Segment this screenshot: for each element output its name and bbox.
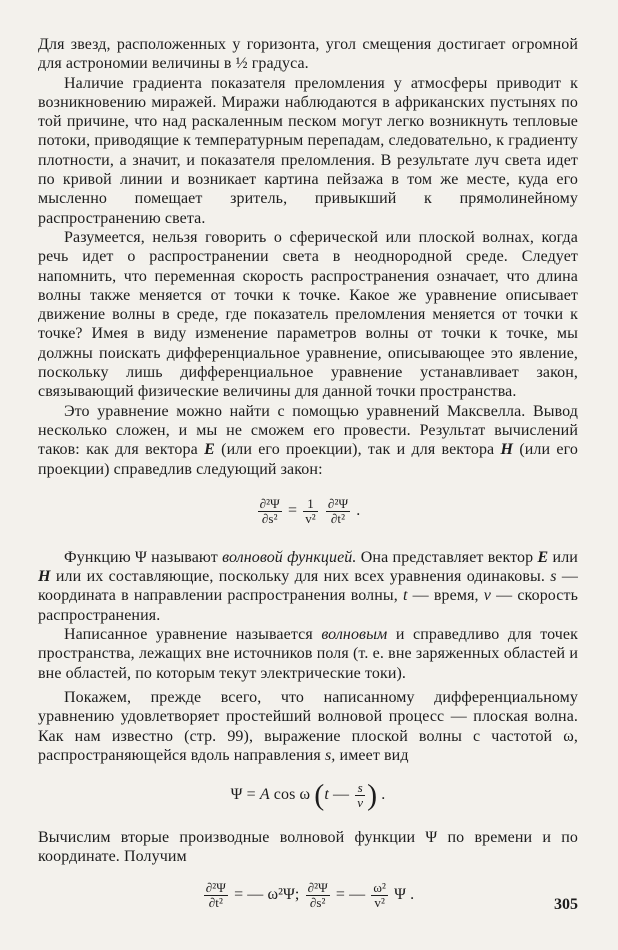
vector-h-2: H — [38, 568, 51, 586]
eq3-a-rhs: = — ω²Ψ; — [234, 885, 300, 903]
paragraph-3: Разумеется, нельзя говорить о сферической или плоской волнах, когда речь идет о распространении света в неоднородной среде. Следует напомнить, что переменная скорость распространения означает, что длина волны также меняется от точки к точке. Какое же уравнение описывает движение волны в среде, где показатель преломления меняется от точки к точке? Имея в виду изменение параметров волны от точки к точке, мы должны поискать дифференциальное уравнение, описывающее это явление, поскольку лишь дифференциальное уравнение устанавливает закон, связывающий физические величины для данной точки пространства. — [38, 228, 578, 401]
paragraph-7 — [38, 688, 578, 765]
vector-e: E — [204, 441, 215, 459]
paragraph-5 — [38, 548, 578, 625]
p6-text-a: Написанное уравнение называется — [64, 626, 313, 644]
eq2-lhs: Ψ = — [230, 786, 260, 804]
symbol-s: s — [550, 568, 557, 586]
body-text — [38, 35, 578, 910]
eq2-minus: — — [328, 786, 354, 804]
p5-text-g: — скорость распространения. — [38, 587, 578, 624]
vector-h: H — [500, 441, 514, 459]
wave-equation — [38, 497, 578, 526]
p4-text-a: Это уравнение можно найти с помощью уравнений Максвелла. Вывод несколько сложен, и мы не сможем его провести. Результат вычислений таков: как для вектора — [38, 402, 578, 459]
paragraph-1: Для звезд, расположенных у горизонта, угол смещения достигает огромной для астрономии величины в ½ градуса. — [38, 36, 578, 73]
eq3-b-fraction: $\frac{\text{∂²Ψ}}{\text{∂s²}}$ — [307, 879, 328, 910]
term-wave-equation: волновым — [321, 626, 388, 644]
symbol-v: v — [483, 587, 491, 605]
eq2-open-paren: ( — [314, 778, 325, 812]
eq2-period: . — [377, 786, 386, 804]
page-number: 305 — [554, 896, 578, 913]
vector-e-2: E — [537, 548, 549, 566]
p5-text-b: Она представляет вектор — [360, 548, 534, 566]
eq2-t: t — [324, 786, 329, 804]
eq1-equals: = — [287, 502, 298, 519]
p5-text-f: — время, — [412, 587, 479, 605]
p4-text-b: (или его проекции), так и для вектора — [221, 441, 495, 459]
p5-text-d: или их составляющие, поскольку для них всех уравнения одинаковы. — [55, 568, 545, 586]
eq1-rhs-fraction: $\frac{\text{∂²Ψ}}{\text{∂t²}}$ — [327, 495, 349, 526]
eq2-fraction: $\frac{s}{v}$ — [357, 780, 364, 811]
paragraph-6 — [38, 625, 578, 683]
eq3-a-fraction: $\frac{\text{∂²Ψ}}{\text{∂t²}}$ — [205, 879, 226, 910]
eq1-lhs-fraction: $\frac{\text{∂²Ψ}}{\text{∂s²}}$ — [259, 495, 280, 526]
plane-wave-equation — [38, 778, 578, 812]
eq2-close-paren: ) — [367, 778, 378, 812]
p6-text-b: и справедливо для точек пространства, лежащих вне источников поля (т. е. вне заряженных областей и вне областей, по которым текут электрические токи). — [38, 626, 578, 682]
eq2-cos: cos ω — [269, 786, 315, 804]
p7-text-a: Покажем, прежде всего, что написанному дифференциальному уравнению удовлетворяет простейший волновой процесс — плоская волна. Как нам известно (стр. 99), выражение плоской волны с частотой ω, распространяющейся вдоль направления — [38, 688, 578, 764]
eq2-amplitude: A — [259, 786, 270, 804]
derivatives-equation — [38, 881, 578, 910]
term-wave-function: волновой функцией. — [222, 548, 357, 566]
eq1-period: . — [356, 502, 361, 519]
p4-text-c: (или его проекции) справедлив следующий закон: — [38, 441, 578, 478]
eq1-coef-fraction: $\frac{1}{\text{v²}}$ — [305, 495, 316, 526]
p7-text-b: имеет вид — [339, 746, 409, 764]
p5-text-a: Функцию Ψ называют — [64, 548, 218, 566]
eq3-end: Ψ . — [394, 885, 415, 903]
p5-text-c: или — [552, 548, 578, 566]
p5-text-e: — координата в направлении распространения волны, — [38, 568, 578, 605]
symbol-s-2: s, — [324, 746, 336, 764]
paragraph-4 — [38, 402, 578, 479]
paragraph-2: Наличие градиента показателя преломления у атмосферы приводит к возникновению миражей. Миражи наблюдаются в африканских пустынях по той причине, что над раскаленным песком могут легко возникнуть тепловые потоки, приводящие к температурным перепадам, следовательно, к градиенту плотности, а значит, и показателя преломления. В результате луч света идет по кривой линии и возникает картина пейзажа в том же месте, куда его мысленно помещает зритель, привыкший к прямолинейному распространению света. — [38, 74, 578, 227]
eq3-c-fraction: $\frac{\text{ω²}}{\text{v²}}$ — [373, 879, 387, 910]
paragraph-8: Вычислим вторые производные волновой функции Ψ по времени и по координате. Получим — [38, 829, 578, 866]
eq3-b-equals: = — — [335, 885, 366, 903]
symbol-t: t — [402, 587, 408, 605]
